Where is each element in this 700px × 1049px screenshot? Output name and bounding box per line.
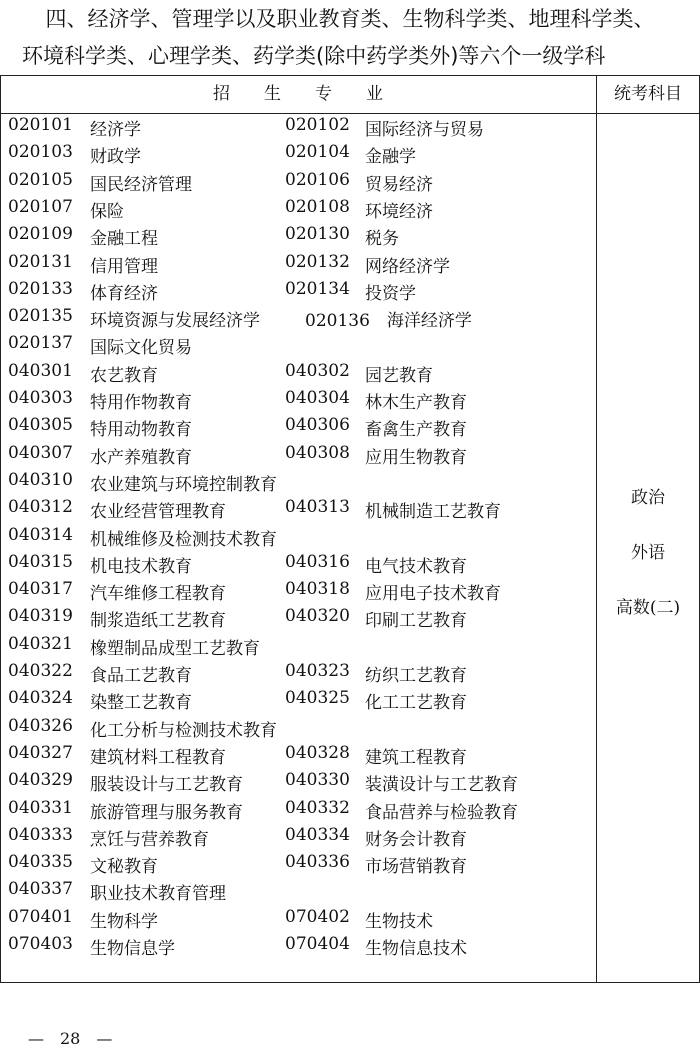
- major-name: 服装设计与工艺教育: [90, 775, 243, 796]
- major-code: 040330: [285, 770, 350, 791]
- major-code: 040305: [8, 415, 73, 436]
- section-title-line-1: 四、经济学、管理学以及职业教育类、生物科学类、地理科学类、: [45, 7, 655, 31]
- major-name: 应用电子技术教育: [365, 584, 501, 605]
- major-name: 染整工艺教育: [90, 693, 192, 714]
- major-name: 化工分析与检测技术教育: [90, 720, 277, 741]
- table-row: [8, 661, 588, 688]
- table-row: [8, 115, 588, 142]
- table-row: [8, 879, 588, 906]
- major-name: 机电技术教育: [90, 556, 192, 577]
- major-name: 职业技术教育管理: [90, 884, 226, 905]
- major-name: 金融学: [365, 147, 416, 168]
- major-name: 机械制造工艺教育: [365, 502, 501, 523]
- major-name: 环境资源与发展经济学: [90, 311, 260, 332]
- major-code: 040326: [8, 715, 73, 736]
- major-name: 财政学: [90, 147, 141, 168]
- major-name: 特用作物教育: [90, 393, 192, 413]
- major-code: 020105: [8, 169, 73, 190]
- major-name: 农业建筑与环境控制教育: [90, 474, 277, 495]
- major-name: 生物科学: [90, 911, 158, 932]
- table-row: [8, 252, 588, 279]
- table-row: [8, 443, 588, 470]
- major-code: 040314: [8, 524, 73, 545]
- major-name: 印刷工艺教育: [365, 611, 467, 632]
- major-name: 园艺教育: [365, 365, 433, 386]
- major-name: 保险: [90, 201, 124, 222]
- major-code: 020103: [8, 142, 73, 163]
- table-row: [8, 388, 588, 415]
- major-code: 020133: [8, 278, 73, 299]
- major-name: 建筑工程教育: [365, 747, 467, 768]
- major-code: 040310: [8, 469, 73, 490]
- major-code: 020109: [8, 224, 73, 245]
- major-name: 畜禽生产教育: [365, 420, 467, 441]
- table-row: [8, 497, 588, 524]
- major-name: 网络经济学: [365, 256, 450, 277]
- exam-subject: 高数(二): [615, 598, 681, 618]
- table-row: [8, 525, 588, 552]
- major-code: 040324: [8, 688, 73, 709]
- section-title-line-2: 环境科学类、心理学类、药学类(除中药学类外)等六个一级学科: [22, 44, 606, 68]
- major-code: 040334: [285, 824, 350, 845]
- table-row: [8, 634, 588, 661]
- major-code: 040328: [285, 742, 350, 763]
- page-number: — 28 —: [28, 1029, 113, 1048]
- table-row: [8, 798, 588, 825]
- major-name: 应用生物教育: [365, 447, 467, 468]
- major-name: 市场营销教育: [365, 857, 467, 878]
- major-name: 汽车维修工程教育: [90, 584, 226, 605]
- major-code: 070401: [8, 906, 73, 927]
- table-row: [8, 716, 588, 743]
- major-name: 信用管理: [90, 256, 158, 277]
- major-code: 020130: [285, 224, 350, 245]
- major-code: 070404: [285, 934, 350, 954]
- major-code: 020132: [285, 251, 350, 272]
- table-row: [8, 279, 588, 306]
- major-code: 040303: [8, 388, 73, 408]
- major-code: 040304: [285, 388, 350, 408]
- major-code: 040325: [285, 688, 350, 709]
- major-code: 040323: [285, 661, 350, 681]
- major-code: 040302: [285, 360, 350, 381]
- major-code: 040318: [285, 579, 350, 600]
- major-name: 食品工艺教育: [90, 666, 192, 686]
- major-name: 生物技术: [365, 911, 433, 932]
- major-code: 040308: [285, 442, 350, 463]
- major-name: 投资学: [365, 283, 416, 304]
- table-row: [8, 825, 588, 852]
- major-code: 020134: [285, 278, 350, 299]
- major-code: 040331: [8, 797, 73, 818]
- table-row: [8, 606, 588, 633]
- major-code: 040336: [285, 852, 350, 873]
- column-divider: [596, 76, 597, 982]
- major-name: 纺织工艺教育: [365, 666, 467, 686]
- major-name: 文秘教育: [90, 857, 158, 878]
- major-code: 040335: [8, 852, 73, 873]
- major-name: 税务: [365, 229, 399, 250]
- major-name: 制浆造纸工艺教育: [90, 611, 226, 632]
- major-code: 020108: [285, 196, 350, 217]
- major-name: 电气技术教育: [365, 556, 467, 577]
- major-name: 农艺教育: [90, 365, 158, 386]
- major-name: 建筑材料工程教育: [90, 747, 226, 768]
- major-name: 体育经济: [90, 283, 158, 304]
- major-name: 贸易经济: [365, 174, 433, 195]
- table-row: [8, 170, 588, 197]
- major-code: 040316: [285, 551, 350, 572]
- major-code: 040333: [8, 824, 73, 845]
- major-code: 040306: [285, 415, 350, 436]
- major-name: 旅游管理与服务教育: [90, 802, 243, 823]
- major-name: 烹饪与营养教育: [90, 829, 209, 850]
- major-name: 水产养殖教育: [90, 447, 192, 468]
- major-name: 生物信息学: [90, 939, 175, 959]
- header-subjects: 统考科目: [614, 84, 682, 104]
- table-row: [8, 552, 588, 579]
- major-name: 机械维修及检测技术教育: [90, 529, 277, 550]
- major-name: 经济学: [90, 120, 141, 140]
- major-name: 财务会计教育: [365, 829, 467, 850]
- major-code: 040320: [285, 606, 350, 627]
- major-code: 040337: [8, 879, 73, 900]
- major-name: 特用动物教育: [90, 420, 192, 441]
- major-code: 020107: [8, 196, 73, 217]
- major-code: 020102: [285, 115, 350, 135]
- major-name: 装潢设计与工艺教育: [365, 775, 518, 796]
- major-code: 040301: [8, 360, 73, 381]
- table-row: [8, 197, 588, 224]
- exam-subject: 外语: [631, 543, 665, 563]
- major-name: 林木生产教育: [365, 393, 467, 413]
- major-code: 040327: [8, 742, 73, 763]
- major-name: 橡塑制品成型工艺教育: [90, 638, 260, 659]
- table-row: [8, 770, 588, 797]
- table-row: [8, 852, 588, 879]
- table-row: [8, 579, 588, 606]
- major-code: 040315: [8, 551, 73, 572]
- header-divider: [0, 113, 700, 114]
- major-name: 化工工艺教育: [365, 693, 467, 714]
- header-majors: 招 生 专 业: [213, 84, 383, 104]
- major-code: 020135: [8, 306, 73, 327]
- major-name: 农业经营管理教育: [90, 502, 226, 523]
- major-code: 040319: [8, 606, 73, 627]
- table-row: [8, 361, 588, 388]
- table-row: [8, 743, 588, 770]
- major-name: 国际文化贸易: [90, 338, 192, 359]
- major-name: 生物信息技术: [365, 939, 467, 959]
- table-row: [8, 224, 588, 251]
- major-code: 040322: [8, 661, 73, 681]
- major-code: 070402: [285, 906, 350, 927]
- major-code: 040321: [8, 633, 73, 654]
- major-code: 020101: [8, 115, 73, 135]
- major-name: 国际经济与贸易: [365, 120, 484, 140]
- major-entry: 020136 海洋经济学: [305, 311, 472, 332]
- major-code: 040329: [8, 770, 73, 791]
- major-code: 020137: [8, 333, 73, 354]
- major-code: 020104: [285, 142, 350, 163]
- exam-subject: 政治: [631, 488, 665, 508]
- major-code: 040312: [8, 497, 73, 518]
- table-row: [8, 907, 588, 934]
- major-code: 040313: [285, 497, 350, 518]
- table-row: [8, 934, 588, 961]
- table-row: [8, 306, 588, 333]
- major-code: 040332: [285, 797, 350, 818]
- table-border-left: [0, 76, 1, 982]
- major-code: 070403: [8, 934, 73, 954]
- major-code: 040317: [8, 579, 73, 600]
- major-name: 环境经济: [365, 201, 433, 222]
- table-row: [8, 142, 588, 169]
- major-name: 食品营养与检验教育: [365, 802, 518, 823]
- table-row: [8, 470, 588, 497]
- major-name: 金融工程: [90, 229, 158, 250]
- table-row: [8, 333, 588, 360]
- major-code: 020131: [8, 251, 73, 272]
- table-row: [8, 415, 588, 442]
- major-name: 国民经济管理: [90, 174, 192, 195]
- major-code: 040307: [8, 442, 73, 463]
- major-code: 020106: [285, 169, 350, 190]
- table-row: [8, 688, 588, 715]
